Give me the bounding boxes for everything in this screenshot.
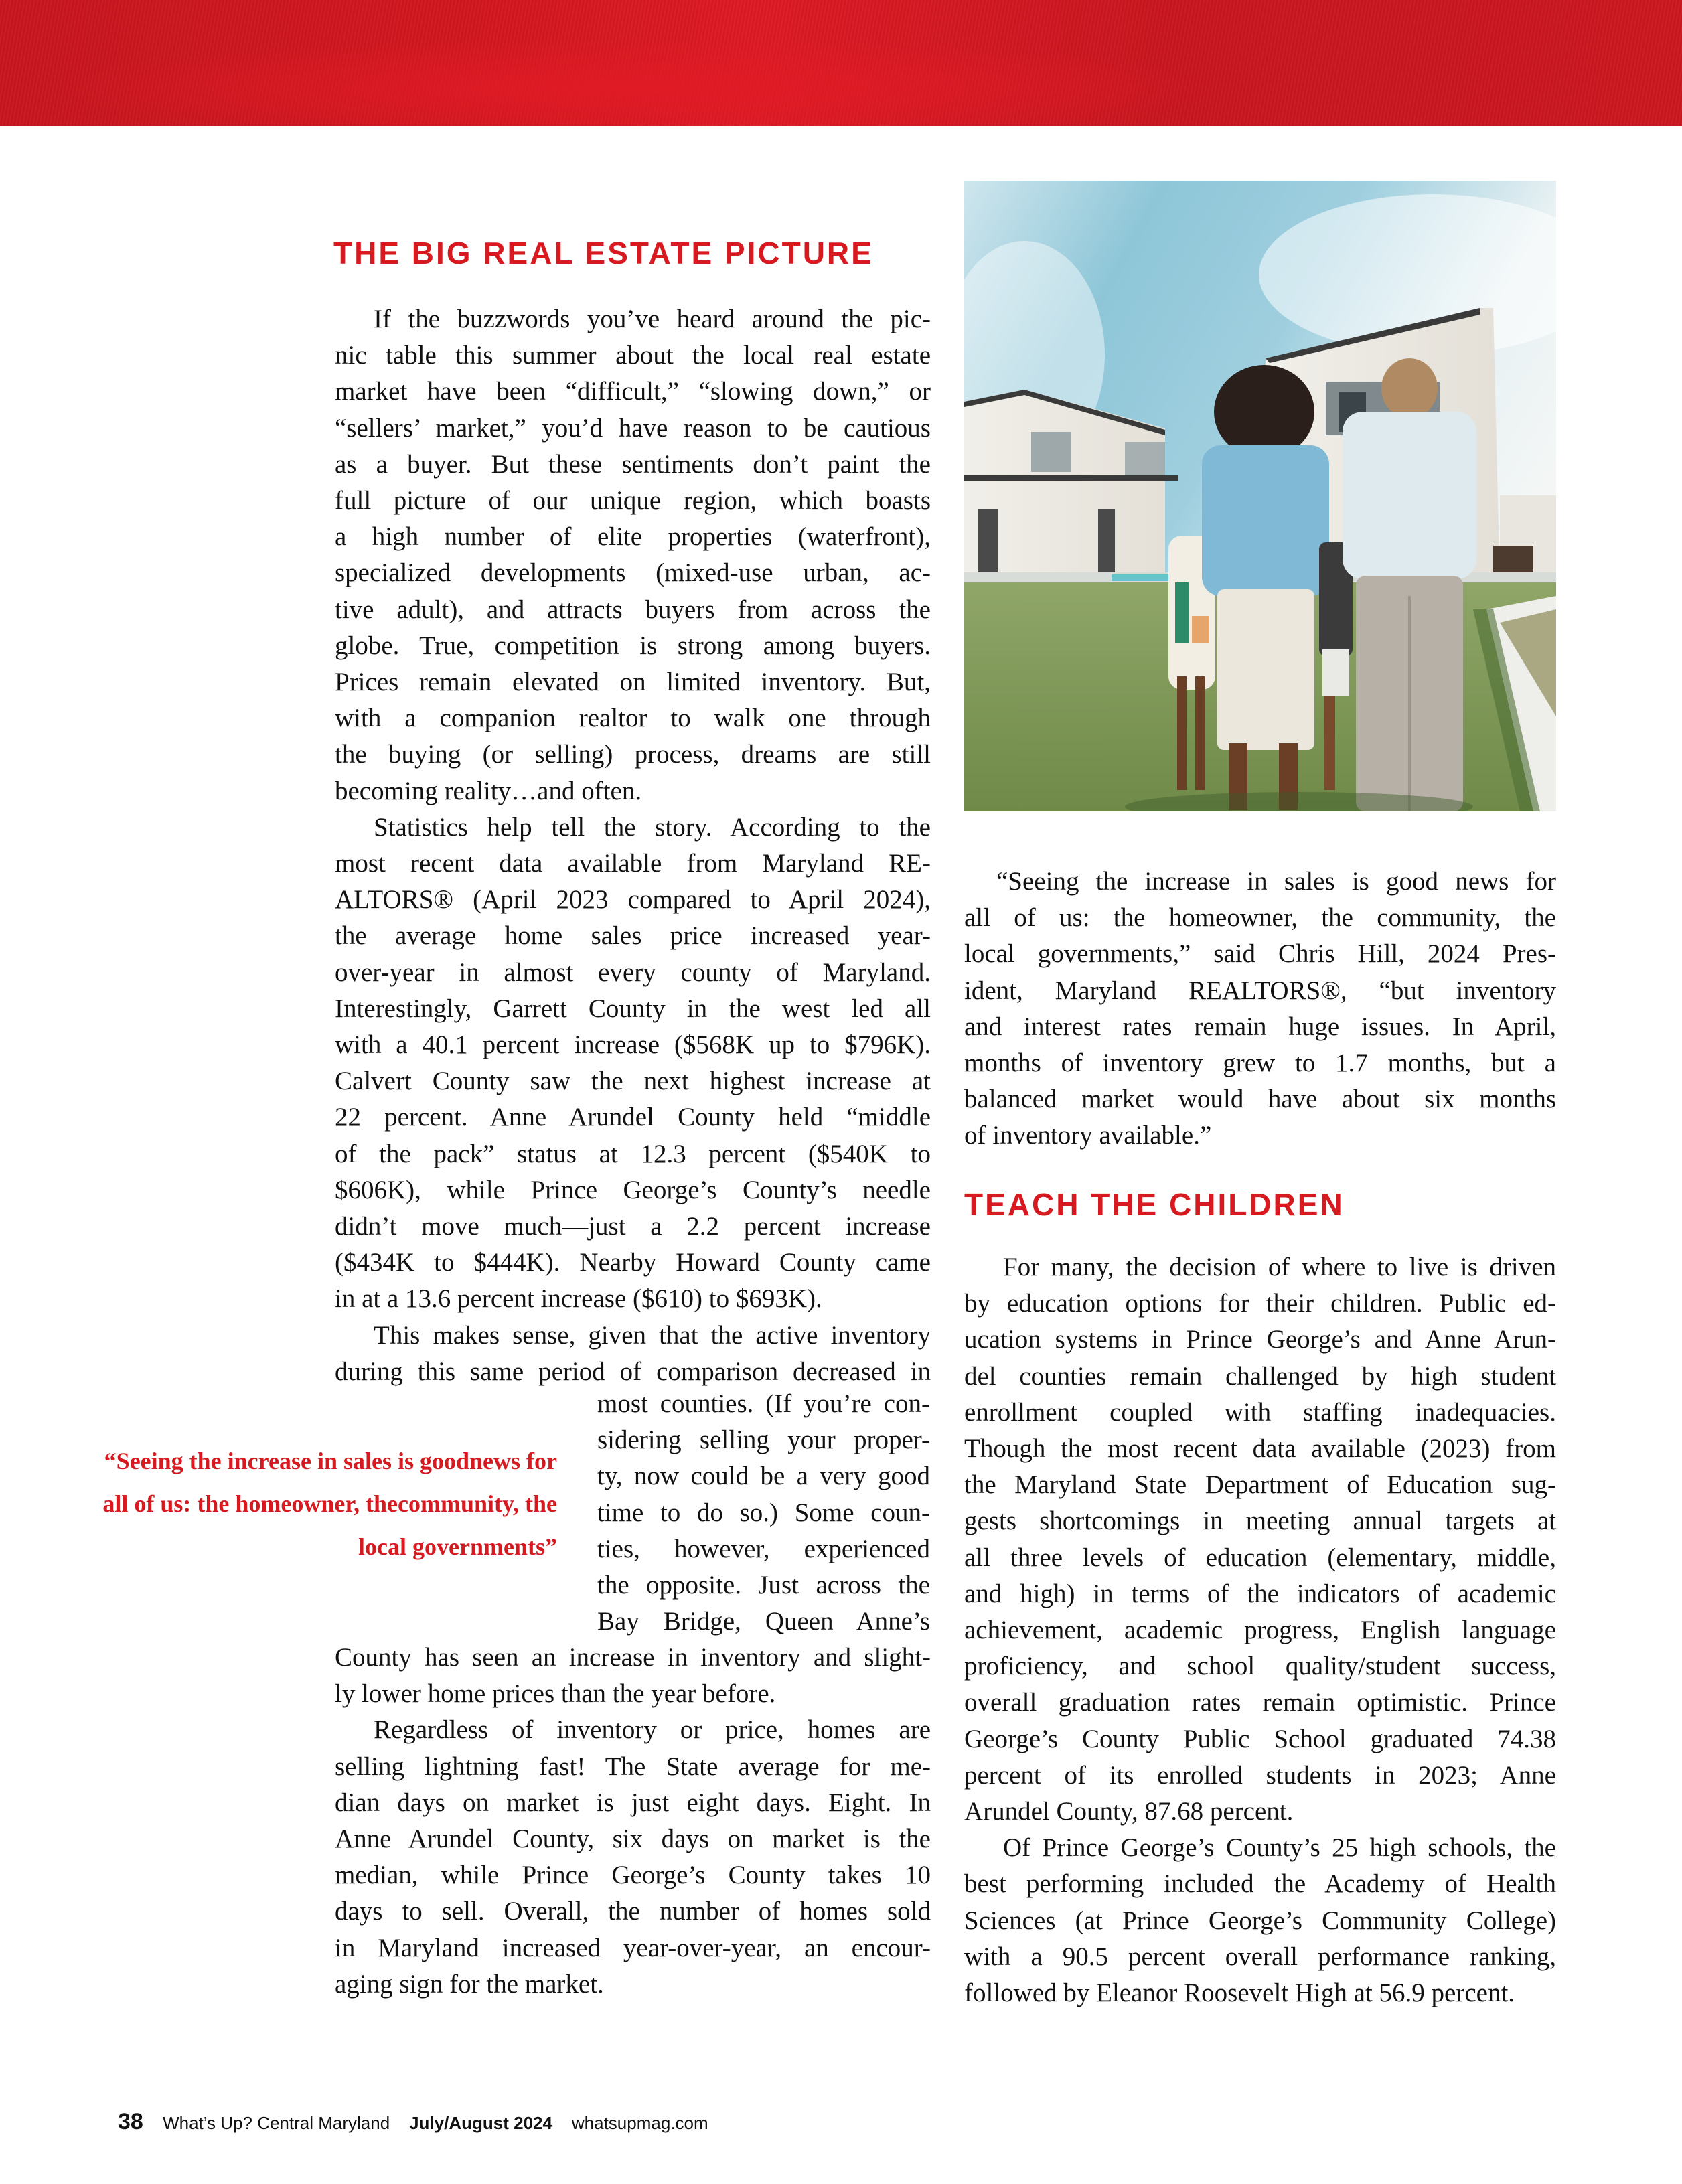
text-line: aging sign for the market.	[335, 1969, 604, 1999]
text-line: enrollment coupled with staffing inadequacies.	[964, 1397, 1556, 1427]
text-line: and high) in terms of the indicators of academic	[964, 1579, 1556, 1608]
paragraph-statistics	[335, 809, 931, 1318]
text-line: Prices remain elevated on limited inventory. But,	[335, 668, 931, 697]
publication-name: What’s Up? Central Maryland	[163, 2113, 390, 2133]
text-line: percent of its enrolled students in 2023; Anne	[964, 1760, 1556, 1790]
text-line: news for all of us: the homeowner, the	[102, 1448, 557, 1517]
article-column-right-quote	[964, 864, 1556, 1154]
photo-illustration	[964, 181, 1556, 811]
text-line: as a buyer. But these sentiments don’t paint the	[335, 449, 931, 479]
text-line: tive adult), and attracts buyers from across the	[335, 595, 931, 624]
text-line: George’s County Public School graduated 74.38	[964, 1724, 1556, 1753]
text-line: Regardless of inventory or price, homes are	[374, 1715, 931, 1745]
text-line: Statistics help tell the story. According to the	[374, 812, 931, 842]
text-line: local governments,” said Chris Hill, 2024 Pres-	[964, 939, 1556, 969]
text-line: 22 percent. Anne Arundel County held “middle	[335, 1103, 931, 1132]
text-line: ucation systems in Prince George’s and Anne Arun-	[964, 1325, 1556, 1354]
decorative-red-band	[0, 0, 1682, 126]
text-line: the average home sales price increased year-	[335, 921, 931, 951]
text-line: “Seeing the increase in sales is good	[104, 1448, 470, 1474]
text-line: selling lightning fast! The State average for me-	[335, 1751, 931, 1781]
text-line: days to sell. Overall, the number of homes sold	[335, 1897, 931, 1926]
section-heading-teach-the-children: TEACH THE CHILDREN	[964, 1187, 1345, 1222]
article-column-left-part2	[335, 1640, 931, 2003]
text-line: nic table this summer about the local real estate	[335, 341, 931, 370]
pull-quote	[100, 1439, 557, 1568]
text-line: “sellers’ market,” you’d have reason to be cautious	[335, 413, 931, 443]
text-line: months of inventory grew to 1.7 months, but a	[964, 1048, 1556, 1078]
text-line: of the pack” status at 12.3 percent ($540K to	[335, 1139, 931, 1168]
text-line: market have been “difficult,” “slowing down,” or	[335, 377, 931, 406]
paragraph-inventory-end	[335, 1640, 931, 1712]
text-line: during this same period of comparison decreased in	[335, 1356, 931, 1386]
text-line: followed by Eleanor Roosevelt High at 56.9 percent.	[964, 1978, 1515, 2008]
text-line: achievement, academic progress, English language	[964, 1616, 1556, 1645]
text-line: ty, now could be a very good	[597, 1462, 930, 1491]
text-line: ($434K to $444K). Nearby Howard County came	[335, 1248, 931, 1277]
family-house-photo	[964, 181, 1556, 811]
text-line: If the buzzwords you’ve heard around the pic-	[374, 305, 931, 333]
text-line: County has seen an increase in inventory and slight-	[335, 1643, 931, 1672]
text-line: This makes sense, given that the active inventory	[374, 1320, 931, 1350]
text-line: Bay Bridge, Queen Anne’s	[597, 1607, 930, 1636]
text-line: ties, however, experienced	[597, 1534, 930, 1563]
text-line: dian days on market is just eight days. Eight. In	[335, 1788, 931, 1817]
text-line: del counties remain challenged by high student	[964, 1361, 1556, 1391]
issue-date: July/August 2024	[409, 2113, 552, 2133]
text-line: “Seeing the increase in sales is good news for	[996, 867, 1556, 896]
text-line: specialized developments (mixed-use urban, ac-	[335, 558, 931, 588]
paragraph-intro	[335, 301, 931, 809]
text-line: overall graduation rates remain optimistic. Prince	[964, 1688, 1556, 1717]
text-line: proficiency, and school quality/student success,	[964, 1652, 1556, 1681]
text-line: $606K), while Prince George’s County’s needle	[335, 1175, 931, 1204]
text-line: over-year in almost every county of Maryland.	[335, 957, 931, 987]
section-heading-big-real-estate-picture: THE BIG REAL ESTATE PICTURE	[333, 236, 874, 270]
text-line: a high number of elite properties (waterfront),	[335, 522, 931, 552]
text-line: Anne Arundel County, six days on market is the	[335, 1824, 931, 1854]
page-number: 38	[118, 2109, 143, 2134]
text-line: with a 40.1 percent increase ($568K up to $796K).	[335, 1030, 931, 1060]
paragraph-days-on-market	[335, 1712, 931, 2003]
text-line: and interest rates remain huge issues. In April,	[964, 1012, 1556, 1041]
text-line: Of Prince George’s County’s 25 high schools, the	[1003, 1833, 1556, 1863]
article-column-left-part1	[335, 301, 931, 1390]
text-line: with a 90.5 percent overall performance ranking,	[964, 1942, 1556, 1971]
text-line: in at a 13.6 percent increase ($610) to $693K).	[335, 1284, 822, 1314]
paragraph-chris-hill-quote	[964, 864, 1556, 1154]
text-line: ident, Maryland REALTORS®, “but inventory	[964, 976, 1556, 1005]
text-line: in Maryland increased year-over-year, an encour-	[335, 1933, 931, 1962]
text-line: best performing included the Academy of Health	[964, 1869, 1556, 1899]
text-line: Sciences (at Prince George’s Community College)	[964, 1905, 1556, 1935]
text-line: all of us: the homeowner, the community, the	[964, 903, 1556, 933]
text-line: the buying (or selling) process, dreams are still	[335, 740, 931, 769]
text-line: median, while Prince George’s County takes 10	[335, 1861, 931, 1890]
text-line: the Maryland State Department of Education sug-	[964, 1470, 1556, 1500]
text-line: with a companion realtor to walk one through	[335, 704, 931, 733]
article-column-right-education	[964, 1249, 1556, 2011]
text-line: gests shortcomings in meeting annual targets at	[964, 1506, 1556, 1536]
text-line: ALTORS® (April 2023 compared to April 2024),	[335, 885, 931, 915]
paragraph-inventory-start	[335, 1318, 931, 1390]
text-line: Arundel County, 87.68 percent.	[964, 1797, 1294, 1826]
text-line: balanced market would have about six months	[964, 1085, 1556, 1114]
paragraph-inventory-wrap	[597, 1386, 930, 1640]
text-line: didn’t move much—just a 2.2 percent increase	[335, 1212, 931, 1241]
text-line: all three levels of education (elementary, middle,	[964, 1543, 1556, 1572]
paragraph-high-schools	[964, 1830, 1556, 2011]
text-line: community, the local governments”	[358, 1490, 557, 1560]
text-line: Though the most recent data available (2023) from	[964, 1434, 1556, 1464]
text-line: full picture of our unique region, which boasts	[335, 486, 931, 516]
text-line: sidering selling your proper-	[597, 1425, 930, 1455]
text-line: most recent data available from Maryland RE-	[335, 849, 931, 878]
text-line: Interestingly, Garrett County in the west led all	[335, 994, 931, 1023]
text-line: For many, the decision of where to live is driven	[1003, 1253, 1556, 1281]
paragraph-education-options	[964, 1249, 1556, 1830]
website: whatsupmag.com	[571, 2113, 708, 2133]
text-line: becoming reality…and often.	[335, 776, 642, 805]
text-line: time to do so.) Some coun-	[597, 1498, 930, 1527]
text-line: by education options for their children. Public ed-	[964, 1289, 1556, 1318]
article-column-left-wrap	[597, 1386, 930, 1640]
text-line: the opposite. Just across the	[597, 1571, 930, 1600]
text-line: ly lower home prices than the year before.	[335, 1679, 776, 1709]
page-footer	[118, 2109, 708, 2135]
text-line: most counties. (If you’re con-	[597, 1389, 930, 1418]
text-line: globe. True, competition is strong among buyers.	[335, 631, 931, 660]
text-line: Calvert County saw the next highest increase at	[335, 1067, 931, 1096]
text-line: of inventory available.”	[964, 1121, 1212, 1150]
